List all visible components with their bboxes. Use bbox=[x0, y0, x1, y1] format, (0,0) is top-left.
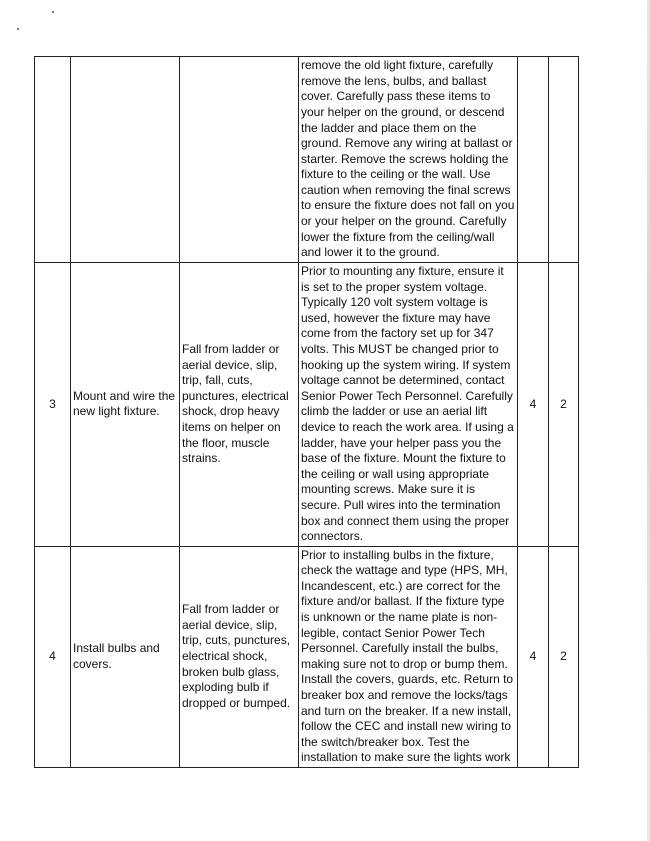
scan-speck bbox=[17, 28, 19, 30]
hazards-cell bbox=[180, 57, 299, 263]
table-row bbox=[35, 263, 579, 547]
job-step-cell bbox=[71, 57, 180, 263]
procedure-cell: Prior to mounting any fixture, ensure it is set to the proper system voltage. Typically 120 volt system voltage is used, however the fixture may have come from the factory set up for 347 volts. This MUST be changed prior to hooking up the system wiring. If system voltage cannot be determined, contact Senior Power Tech Personnel. Carefully climb the ladder or use an aerial lift device to reach the work area. If using a ladder, have your helper pass you the base of the fixture. Mount the fixture to the ceiling or wall using appropriate mounting screws. Make sure it is secure. Pull wires into the termination box and connect them using the proper connectors. bbox=[299, 263, 518, 547]
step-number-cell: 3 bbox=[35, 263, 71, 547]
hazards-cell: Fall from ladder or aerial device, slip, trip, cuts, punctures, electrical shock, broken bulb glass, exploding bulb if dropped or bumped. bbox=[180, 546, 299, 767]
rating-a-cell bbox=[518, 57, 549, 263]
hazards-cell: Fall from ladder or aerial device, slip, trip, fall, cuts, punctures, electrical shock, drop heavy items on helper on the floor, muscle strains. bbox=[180, 263, 299, 547]
job-hazard-table bbox=[34, 56, 579, 768]
rating-b-cell bbox=[549, 57, 579, 263]
job-step-cell: Mount and wire the new light fixture. bbox=[71, 263, 180, 547]
procedure-cell: remove the old light fixture, carefully remove the lens, bulbs, and ballast cover. Carefully pass these items to your helper on the ground, or descend the ladder and place them on the ground. Remove any wiring at ballast or starter. Remove the screws holding the fixture to the ceiling or the wall. Use caution when removing the final screws to ensure the fixture does not fall on you or your helper on the ground. Carefully lower the fixture from the ceiling/wall and lower it to the ground. bbox=[299, 57, 518, 263]
table-row bbox=[35, 546, 579, 767]
step-number-cell bbox=[35, 57, 71, 263]
job-step-cell: Install bulbs and covers. bbox=[71, 546, 180, 767]
step-number-cell: 4 bbox=[35, 546, 71, 767]
rating-b-cell: 2 bbox=[549, 546, 579, 767]
table-row bbox=[35, 57, 579, 263]
rating-b-cell: 2 bbox=[549, 263, 579, 547]
procedure-cell: Prior to installing bulbs in the fixture, check the wattage and type (HPS, MH, Incandescent, etc.) are correct for the fixture and/or ballast. If the fixture type is unknown or the name plate is non-legible, contact Senior Power Tech Personnel. Carefully install the bulbs, making sure not to drop or bump them. Install the covers, guards, etc. Return to breaker box and remove the locks/tags and turn on the breaker. If a new install, follow the CEC and install new wiring to the switch/breaker box. Test the installation to make sure the lights work bbox=[299, 546, 518, 767]
rating-a-cell: 4 bbox=[518, 263, 549, 547]
scan-speck bbox=[52, 11, 54, 13]
rating-a-cell: 4 bbox=[518, 546, 549, 767]
